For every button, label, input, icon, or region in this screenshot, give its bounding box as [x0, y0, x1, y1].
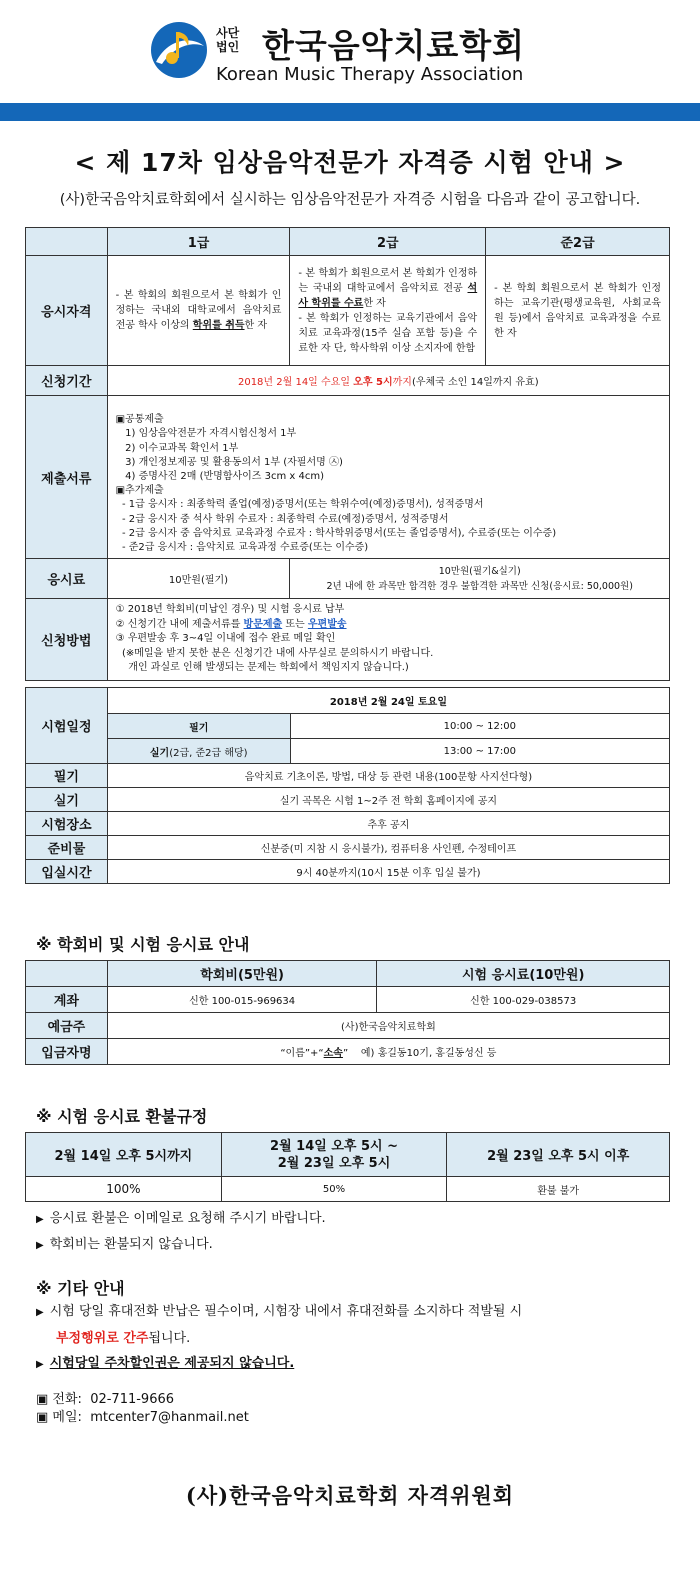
entry-time: 9시 40분까지(10시 15분 이후 입실 불가) — [107, 860, 669, 884]
page-title: < 제 17차 임상음악전문가 자격증 시험 안내 > — [74, 148, 626, 177]
org-type-label: 사단 법인 — [216, 26, 240, 54]
row-label-practical: 실기 — [26, 788, 108, 812]
account-holder: (사)한국음악치료학회 — [107, 1013, 669, 1039]
practical-content: 실기 곡목은 시험 1~2주 전 학회 홈페이지에 공지 — [107, 788, 669, 812]
written-content: 음악치료 기초이론, 방법, 대상 등 관련 내용(100문항 사지선다형) — [107, 764, 669, 788]
intro-text: (사)한국음악치료학회에서 실시하는 임상음악전문가 자격증 시험을 다음과 같이 공고합니다. — [59, 192, 641, 208]
exam-info-table — [25, 227, 670, 681]
row-label-depositor: 입금자명 — [26, 1039, 108, 1065]
exam-location: 추후 공지 — [107, 812, 669, 836]
table-header-grade-sub2: 준2급 — [486, 228, 670, 256]
membership-account: 신한 100-015-969634 — [107, 987, 377, 1013]
fees-table — [25, 960, 670, 1065]
qualification-grade1: - 본 학회의 회원으로서 본 학회가 인정하는 국내외 대학교에서 음악치료 전공 학사 이상의 학위를 취득한 자 — [107, 256, 290, 366]
qualification-grade2: - 본 학회가 회원으로서 본 학회가 인정하는 국내외 대학교에서 음악치료 전공 석사 학위를 수료한 자 - 본 학회가 인정하는 교육기관에서 음악치료 교육과정(15주 실습 포함 등)을 수료한 자 단, 학사학위 이상 소지자에 한함 — [290, 256, 486, 366]
table-header-empty — [26, 228, 108, 256]
row-label-account: 계좌 — [26, 987, 108, 1013]
row-label-schedule: 시험일정 — [26, 688, 108, 764]
fees-section-title: ※ 학회비 및 시험 응시료 안내 — [36, 935, 250, 954]
fees-header-empty — [26, 961, 108, 987]
refund-header-half: 2월 14일 오후 5시 ~ 2월 23일 오후 5시 — [221, 1133, 447, 1177]
written-label: 필기 — [107, 714, 290, 739]
row-label-method: 신청방법 — [26, 599, 108, 681]
exam-date: 2018년 2월 24일 토요일 — [107, 688, 669, 714]
row-label-written: 필기 — [26, 764, 108, 788]
mail-submit-link: 우편발송 — [307, 618, 347, 630]
fees-header-membership: 학회비(5만원) — [107, 961, 377, 987]
other-note-phone: ▶ 시험 당일 휴대전화 반납은 필수이며, 시험장 내에서 휴대전화를 소지하다 적발될 시 부정행위로 간주됩니다. — [36, 1304, 523, 1346]
fees-header-exam: 시험 응시료(10만원) — [377, 961, 670, 987]
refund-value-full: 100% — [26, 1177, 222, 1202]
row-label-supplies: 준비물 — [26, 836, 108, 860]
depositor-name-format: “이름”+“소속” 예) 홍길동10기, 홍길동성신 등 — [107, 1039, 669, 1065]
other-section-title: ※ 기타 안내 — [36, 1279, 125, 1298]
contact-email: ▣ 메일: mtcenter7@hanmail.net — [36, 1410, 249, 1425]
practical-label: 실기(2급, 준2급 해당) — [107, 739, 290, 764]
row-label-fee: 응시료 — [26, 559, 108, 599]
required-documents: ▣공통제출 1) 임상음악전문가 자격시험신청서 1부 2) 이수교과목 확인서 1부 3) 개인정보제공 및 활용동의서 1부 (자필서명 ㉦) 4) 증명사진 2매 (반명함사이즈 3cm x 4cm) ▣추가제출 - 1급 응시자 : 최종학력 졸업(예정)증명서(또는 학위수여(예정)증명서), 성적증명서 - 2급 응시자 중 석사 학위 수료자 : 최종학력 수료(예정)증명서, 성적증명서 - 2급 응시자 중 음악치료 교육과정 수료자 : 학사학위증명서(또는 졸업증명서), 수료증(또는 이수증) - 준2급 응시자 : 음악치료 교육과정 수료증(또는 이수증) — [107, 396, 669, 559]
other-note-parking: ▶ 시험당일 주차할인권은 제공되지 않습니다. — [36, 1356, 295, 1371]
header-divider-bar — [0, 103, 700, 121]
refund-value-none: 환불 불가 — [447, 1177, 670, 1202]
music-note-logo-icon — [148, 18, 210, 80]
row-label-entry-time: 입실시간 — [26, 860, 108, 884]
footer-committee: (사)한국음악치료학회 자격위원회 — [185, 1483, 515, 1508]
header — [0, 0, 700, 100]
qualification-grade-sub2: - 본 학회 회원으로서 본 학회가 인정하는 교육기관(평생교육원, 사회교육원 등)에서 음악치료 교육과정을 수료한 자 — [486, 256, 670, 366]
exam-account: 신한 100-029-038573 — [377, 987, 670, 1013]
refund-note-membership: ▶ 학회비는 환불되지 않습니다. — [36, 1237, 213, 1252]
application-method: ① 2018년 학회비(미납인 경우) 및 시험 응시료 납부 ② 신청기간 내에 제출서류를 방문제출 또는 우편발송 ③ 우편발송 후 3~4일 이내에 접수 완료 메일 확인 (※메일을 받지 못한 분은 신청기간 내에 사무실로 문의하시기 바랍니다. 개인 과실로 인해 발생되는 문제는 학회에서 책임지지 않습니다.) — [107, 599, 669, 681]
refund-header-full: 2월 14일 오후 5시까지 — [26, 1133, 222, 1177]
visit-submit-link: 방문제출 — [243, 618, 283, 630]
fee-grade1: 10만원(필기) — [107, 559, 290, 599]
row-label-documents: 제출서류 — [26, 396, 108, 559]
row-label-period: 신청기간 — [26, 366, 108, 396]
practical-time: 13:00 ~ 17:00 — [290, 739, 669, 764]
org-name-korean: 한국음악치료학회 — [262, 26, 526, 65]
exam-schedule-table — [25, 687, 670, 884]
refund-section-title: ※ 시험 응시료 환불규정 — [36, 1107, 208, 1126]
exam-supplies: 신분증(미 지참 시 응시불가), 컴퓨터용 사인펜, 수정테이프 — [107, 836, 669, 860]
row-label-holder: 예금주 — [26, 1013, 108, 1039]
table-header-grade1: 1급 — [107, 228, 290, 256]
refund-table — [25, 1132, 670, 1202]
refund-value-half: 50% — [221, 1177, 447, 1202]
application-period: 2018년 2월 14일 수요일 오후 5시까지(우체국 소인 14일까지 유효) — [107, 366, 669, 396]
row-label-qualification: 응시자격 — [26, 256, 108, 366]
table-header-grade2: 2급 — [290, 228, 486, 256]
fee-grade2: 10만원(필기&실기) 2년 내에 한 과목만 합격한 경우 불합격한 과목만 신청(응시료: 50,000원) — [290, 559, 670, 599]
written-time: 10:00 ~ 12:00 — [290, 714, 669, 739]
org-name-english: Korean Music Therapy Association — [216, 64, 524, 85]
row-label-location: 시험장소 — [26, 812, 108, 836]
refund-note-email: ▶ 응시료 환불은 이메일로 요청해 주시기 바랍니다. — [36, 1211, 326, 1226]
contact-phone: ▣ 전화: 02-711-9666 — [36, 1392, 175, 1407]
refund-header-none: 2월 23일 오후 5시 이후 — [447, 1133, 670, 1177]
